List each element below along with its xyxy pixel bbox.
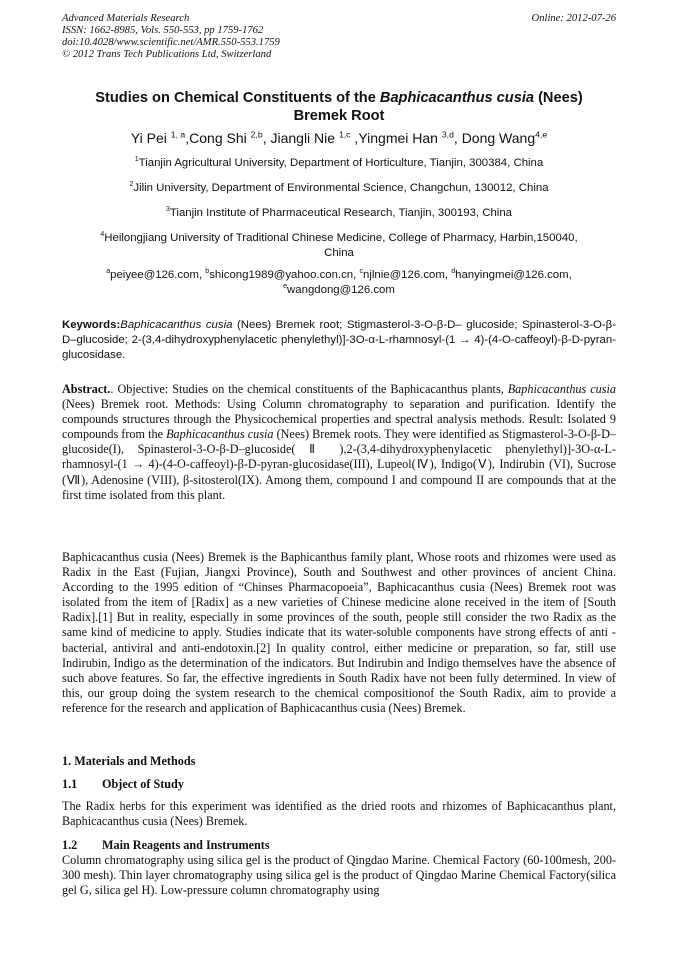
abstract-label: Abstract.: [62, 382, 111, 396]
title-text-post: (Nees): [534, 90, 583, 106]
section-number: 1.1: [62, 777, 78, 791]
section-text: The Radix herbs for this experiment was identified as the dried roots and rhizomes of Baphicacanthus plant, Baphicacanthus cusia (Nees) Bremek.: [62, 799, 616, 829]
issn-line: ISSN: 1662-8985, Vols. 550-553, pp 1759-1762: [62, 25, 264, 36]
email-sup: b: [205, 268, 210, 276]
section-title: Object of Study: [102, 777, 184, 791]
abstract-species: Baphicacanthus cusia: [166, 427, 274, 442]
section-heading-1: 1. Materials and Methods: [62, 754, 196, 768]
email-sup: a: [106, 268, 111, 276]
author: Yingmei Han: [358, 130, 438, 146]
title-line-1: [62, 89, 616, 107]
doi-line: doi:10.4028/www.scientific.net/AMR.550-553.1759: [62, 37, 280, 48]
section-text: Column chromatography using silica gel is the product of Qingdao Marine. Chemical Factory (60-100mesh, 200-300 mesh). Thin layer chromatography using silica gel is the product of Qingdao Marine Chemical Factory(silica gel G, silica gel H). Low-pressure column chromatography using: [62, 853, 616, 898]
affiliation-text: Tianjin Agricultural University, Department of Horticulture, Tianjin, 300384, China: [138, 157, 544, 169]
keywords: [62, 318, 616, 363]
online-date: Online: 2012-07-26: [531, 13, 616, 24]
introduction-paragraph: [62, 550, 616, 716]
author-sup: 3,d: [441, 129, 454, 140]
email: hanyingmei@126.com,: [455, 269, 572, 281]
email: wangdong@126.com: [287, 284, 395, 296]
author-sup: 4,e: [535, 129, 548, 140]
email-sup: d: [451, 268, 456, 276]
author: Cong Shi: [189, 130, 247, 146]
email-sup: c: [359, 268, 363, 276]
author-list: Yi Pei $^{1, a}$,Cong Shi $^{2,b}$, Jiangli Nie $^{1,c}$ ,Yingmei Han $^{3,d}$, Dong Wang$^{4,e}$: [130, 129, 548, 146]
section-heading-1-2: [62, 838, 270, 853]
author-sup: 1,c: [338, 129, 351, 140]
section-1-1-text: [62, 799, 616, 829]
abstract-text: . Objective: Studies on the chemical constituents of the Baphicacanthus plants,: [110, 382, 508, 396]
title-species: Baphicacanthus cusia: [379, 90, 535, 106]
title-text: Studies on Chemical Constituents of the: [95, 90, 380, 106]
journal-name: Advanced Materials Research: [62, 13, 190, 24]
author: Dong Wang: [461, 130, 536, 146]
affiliation-2: [62, 181, 616, 196]
affiliation-3: [62, 206, 616, 221]
copyright-line: © 2012 Trans Tech Publications Ltd, Switzerland: [62, 49, 272, 60]
email-sup: e: [283, 283, 288, 291]
section-heading-1-1: [62, 777, 184, 792]
affiliation-sup: 2: [129, 181, 134, 189]
email: shicong1989@yahoo.con.cn,: [209, 269, 360, 281]
email-list: [62, 268, 616, 298]
affiliation-sup: 4: [100, 231, 105, 239]
section-title: Main Reagents and Instruments: [102, 838, 270, 852]
intro-text: Baphicacanthus cusia (Nees) Bremek is the Baphicanthus family plant, Whose roots and rhizomes were used as Radix in the East (Fujian, Jiangxi Province), South and Southwest and other provinces of ancient China. According to the 1995 edition of “Chinses Pharmacopoeia”, Baphicacanthus cusia (Nees) Bremek root was isolated from the item of [Radix] as a new varieties of Chinese medicine alone received in the item of [South Radix].[1] But in reality, especially in some provinces of the south, people still consider the two Radix as the same kind of medicine to apply. Studies indicate that its water-soluble components have strong effects of anti -bacterial, antiviral and anti-endotoxin.[2] In quality control, either medicine or preparation, so far, still use Indirubin, Indigo as the determination of the indicators. But Indirubin and Indigo themselves have the absence of such above features. So far, the effective ingredients in South Radix have not been fully determined. In view of this, our group doing the system research to the chemical compositionof the South Radix, aim to provide a reference for the research and application of Baphicacanthus cusia (Nees) Bremek.: [62, 550, 616, 715]
abstract: [62, 382, 616, 503]
affiliation-sup: 3: [165, 206, 170, 214]
keywords-label: Keywords:: [62, 319, 121, 331]
section-number: 1.2: [62, 838, 78, 852]
author-sup: 1, a: [170, 129, 186, 140]
abstract-text: (Nees) Bremek roots. They were identified as Stigmasterol-3-O-β-D–glucoside(I), Spinasterol-3-O-β-D–glucoside( Ⅱ ),2-(3,4-dihydroxyphenylacetic phenylethyl)]-3O-α-L-rhamnosyl-(1 → 4)-(4-O-caffeoyl)-β-D-pyran-glucosidase(III), Lupeol(Ⅳ), Indigo(Ⅴ), Indirubin (VI), Sucrose (Ⅶ), Adenosine (VIII), β-sitosterol(IX). Among them, compound I and compound II are compounds that at the first time isolated from this plant.: [62, 427, 616, 502]
keywords-text: (Nees) Bremek root; Stigmasterol-3-O-β-D– glucoside; Spinasterol-3-O-β-D–glucoside; 2-(3,4-dihydroxyphenylacetic phenylethyl)]-3O-α-L-rhamnosyl-(1 → 4)-(4-O-caffeoyl)-β-D-pyran-glucosidase.: [62, 319, 616, 361]
email: peiyee@126.com,: [110, 269, 206, 281]
keywords-species: Baphicacanthus cusia: [120, 319, 233, 331]
affiliation-4: [62, 231, 616, 261]
affiliation-text: Jilin University, Department of Environmental Science, Changchun, 130012, China: [133, 182, 549, 194]
author: Yi Pei: [130, 130, 167, 146]
author-sup: 2,b: [250, 129, 263, 140]
affiliation-text-cont: China: [324, 247, 354, 259]
affiliation-text: Heilongjiang University of Traditional Chinese Medicine, College of Pharmacy, Harbin,150040,: [104, 232, 578, 244]
affiliation-sup: 1: [134, 156, 139, 164]
affiliation-1: [62, 156, 616, 171]
paper-title: [62, 89, 616, 125]
abstract-species: Baphicacanthus cusia: [507, 382, 616, 396]
title-line-2: Bremek Root: [293, 108, 385, 124]
author: Jiangli Nie: [270, 130, 336, 146]
section-1-2-text: [62, 853, 616, 898]
abstract-text: (Nees) Bremek root. Methods: Using Column chromatography to separation and purification. Identify the compounds structures through the Physicochemical properties and spectral analysis methods. Result: Isolated 9 compounds from the: [62, 397, 616, 442]
email: njlnie@126.com,: [363, 269, 452, 281]
journal-header: [62, 13, 616, 61]
affiliation-text: Tianjin Institute of Pharmaceutical Research, Tianjin, 300193, China: [169, 207, 513, 219]
